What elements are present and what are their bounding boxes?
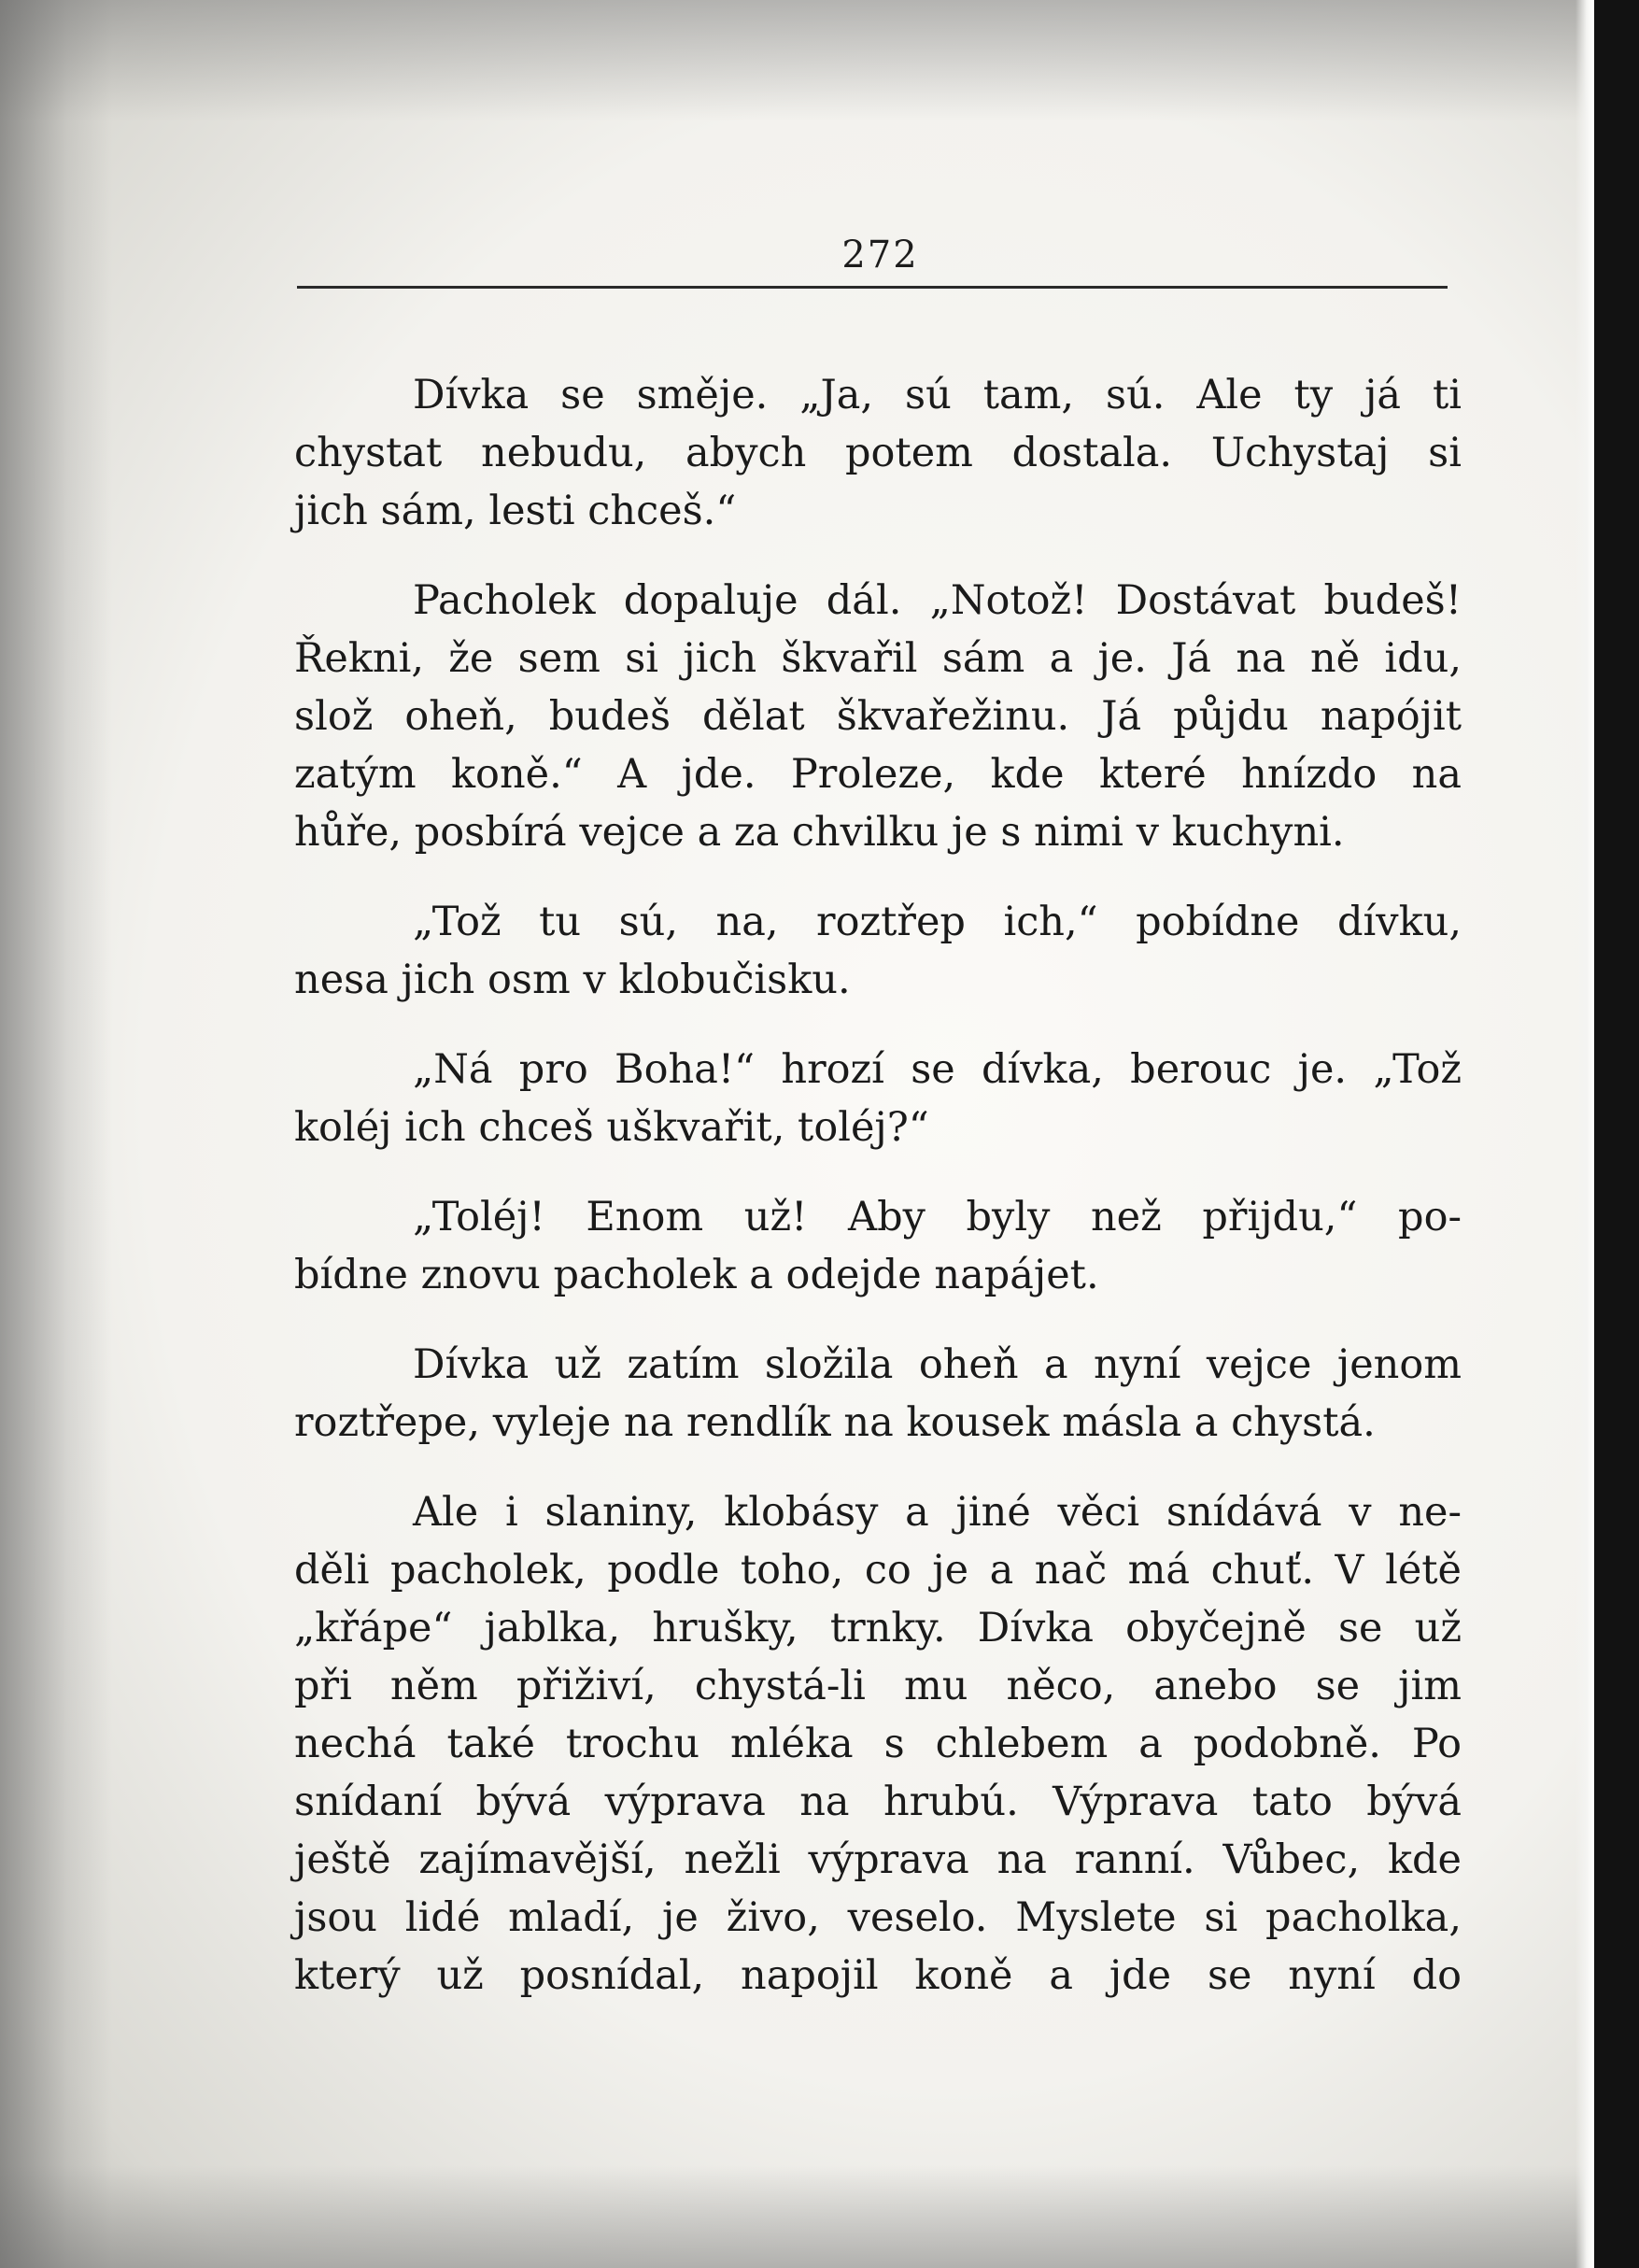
paragraph xyxy=(294,893,1462,1009)
text-line: který už posnídal, napojil koně a jde se nyní do xyxy=(294,1952,1462,1999)
text-line: snídaní bývá výprava na hrubú. Výprava tato bývá xyxy=(294,1779,1462,1825)
text-line: při něm přiživí, chystá-li mu něco, anebo se jim xyxy=(294,1663,1462,1709)
paragraph xyxy=(294,572,1462,861)
text-line: Dívka už zatím složila oheň a nyní vejce jenom xyxy=(413,1341,1462,1388)
paragraph xyxy=(294,1336,1462,1452)
text-line: koléj ich chceš uškvařit, toléj?“ xyxy=(294,1104,929,1151)
text-line: „křápe“ jablka, hrušky, trnky. Dívka obyčejně se už xyxy=(294,1605,1462,1651)
text-line: nesa jich osm v klobučisku. xyxy=(294,957,851,1003)
text-line: „Toléj! Enom už! Aby byly než přijdu,“ po- xyxy=(413,1194,1462,1240)
text-line: jsou lidé mladí, je živo, veselo. Myslete si pacholka, xyxy=(294,1894,1462,1941)
text-line: roztřepe, vyleje na rendlík na kousek másla a chystá. xyxy=(294,1399,1376,1446)
text-line: chystat nebudu, abych potem dostala. Uchystaj si xyxy=(294,430,1462,476)
paragraph xyxy=(294,366,1462,540)
text-line: bídne znovu pacholek a odejde napájet. xyxy=(294,1252,1099,1298)
text-line: hůře, posbírá vejce a za chvilku je s nimi v kuchyni. xyxy=(294,809,1345,856)
paragraph xyxy=(294,1483,1462,2005)
text-line: slož oheň, budeš dělat škvařežinu. Já půjdu napójit xyxy=(294,693,1462,740)
text-line: Dívka se směje. „Ja, sú tam, sú. Ale ty já ti xyxy=(413,372,1462,418)
text-line: ještě zajímavější, nežli výprava na ranní. Vůbec, kde xyxy=(294,1836,1462,1883)
book-spine-edge xyxy=(1594,0,1639,2268)
page-gutter xyxy=(1575,0,1594,2268)
text-line: „Ná pro Boha!“ hrozí se dívka, berouc je. „Tož xyxy=(413,1046,1462,1093)
text-line: jich sám, lesti chceš.“ xyxy=(294,488,737,534)
text-line: děli pacholek, podle toho, co je a nač má chuť. V létě xyxy=(294,1547,1462,1594)
paragraph xyxy=(294,1188,1462,1304)
text-line: nechá také trochu mléka s chlebem a podobně. Po xyxy=(294,1721,1462,1767)
paragraph xyxy=(294,1041,1462,1156)
text-line: Ale i slaniny, klobásy a jiné věci snídává v ne- xyxy=(413,1489,1462,1536)
text-line: Pacholek dopaluje dál. „Notož! Dostávat budeš! xyxy=(413,577,1462,624)
scan-shadow-left xyxy=(0,0,112,2268)
body-text xyxy=(294,366,1462,2036)
text-line: Řekni, že sem si jich škvařil sám a je. Já na ně idu, xyxy=(294,635,1462,682)
text-line: zatým koně.“ A jde. Proleze, kde které hnízdo na xyxy=(294,751,1462,798)
scan-shadow-bottom xyxy=(0,2165,1639,2268)
header-rule xyxy=(297,286,1448,289)
page-number: 272 xyxy=(841,234,919,276)
scan-shadow-top xyxy=(0,0,1639,121)
text-line: „Tož tu sú, na, roztřep ich,“ pobídne dívku, xyxy=(413,899,1462,945)
